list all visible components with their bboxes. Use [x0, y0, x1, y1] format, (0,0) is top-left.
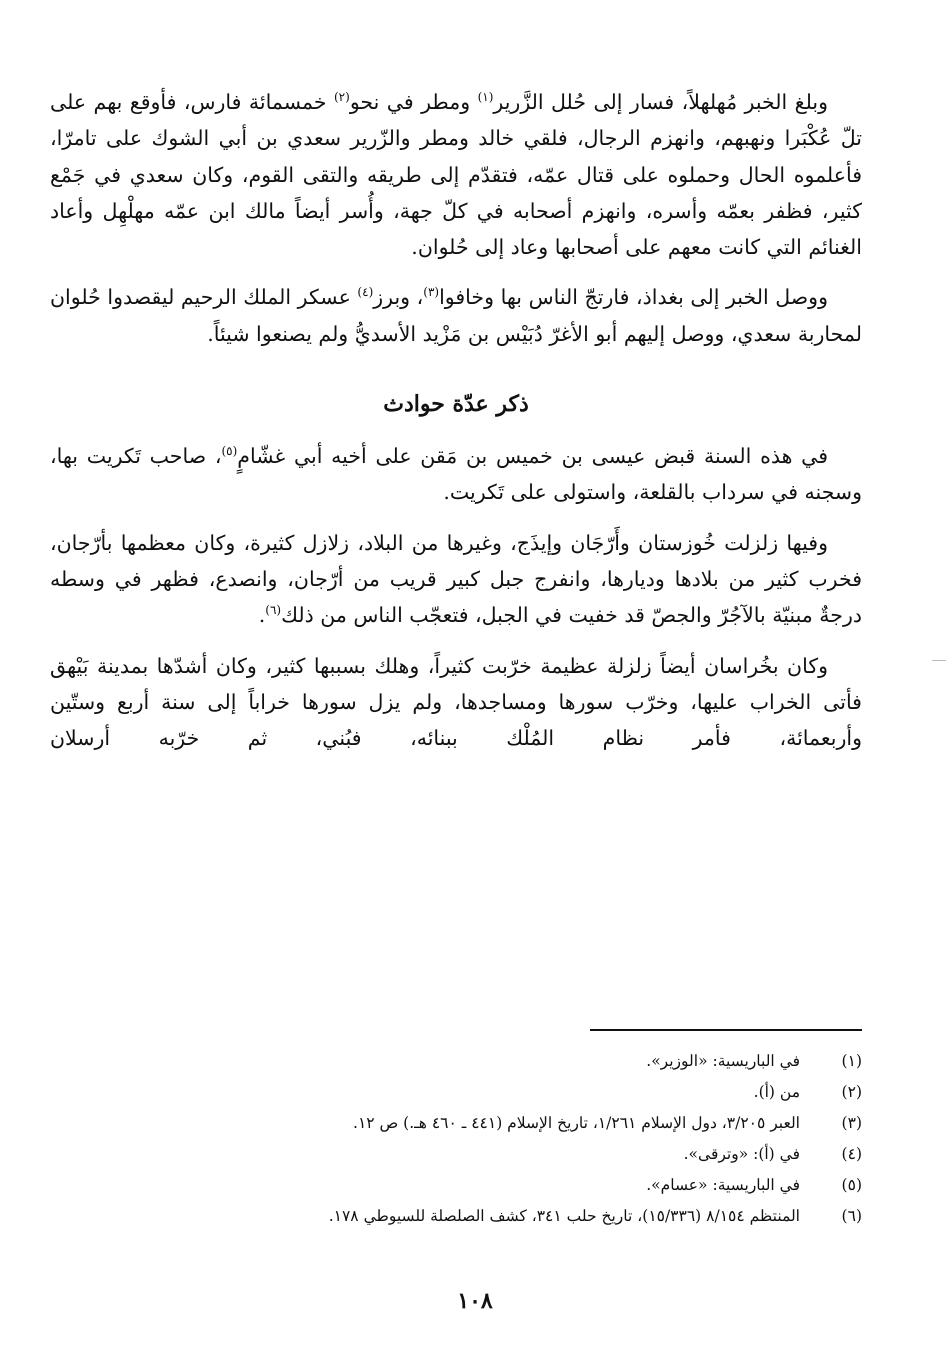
footnote-number: (١)	[841, 1052, 862, 1070]
section-heading: ذكر عدّة حوادث	[383, 391, 529, 418]
paragraph-text: وبلغ الخبر مُهلهلاً، فسار إلى حُلل الزَّرير	[493, 90, 828, 114]
footnote-text: في الباريسية: «عسام».	[646, 1176, 800, 1194]
footnote-text: في (أ): «وترقى».	[683, 1145, 800, 1163]
bottom-paragraphs	[50, 438, 862, 756]
footnote-number: (٦)	[841, 1207, 862, 1225]
paragraph-text: وكان بخُراسان أيضاً زلزلة عظيمة خرّبت كثيراً، وهلك بسببها كثير، وكان أشدّها بمدينة بَيْهق فأتى الخراب عليها، وخرّب سورها ومساجدها، ولم يزل سورها خراباً إلى سنة أربع وستّين وأربعمائة، فأمر نظام المُلْك ببنائه، فبُني، ثم خرّبه أرسلان	[50, 653, 862, 751]
footnote	[60, 1108, 862, 1139]
footnote-reference: (٥)	[221, 444, 238, 459]
paragraph-text: ، صاحب تَكريت بها، وسجنه في سرداب بالقلعة، واستولى على تَكريت.	[50, 444, 862, 505]
paragraph-text: ، وبرز	[373, 285, 424, 310]
footnote-text: العبر ٣/٢٠٥، دول الإسلام ١/٢٦١، تاريخ الإسلام (٤٤١ ـ ٤٦٠ هـ.) ص ١٢.	[353, 1114, 800, 1132]
footnote-number: (٥)	[841, 1176, 862, 1194]
paragraph	[50, 438, 862, 511]
footnote	[60, 1201, 862, 1232]
footnote-separator	[590, 1029, 862, 1031]
paragraph-text: ومطر في نحو	[349, 90, 478, 114]
paragraph	[50, 84, 862, 265]
footnote-number: (٣)	[841, 1114, 862, 1132]
paragraph	[50, 279, 862, 352]
paragraph-text: عسكر الملك الرحيم ليقصدوا حُلوان لمحاربة سعدي، ووصل إليهم أبو الأغرّ دُبَيْس بن مَزْيد الأسديُّ ولم يصنعوا شيئاً.	[50, 285, 862, 346]
paragraph-text: .	[258, 603, 266, 628]
footnote-reference: (١)	[477, 90, 494, 104]
footnote	[60, 1046, 862, 1077]
paragraph-text: ووصل الخبر إلى بغداذ، فارتجّ الناس بها وخافوا	[439, 285, 828, 310]
margin-mark	[932, 660, 946, 661]
page-number: ١٠٨	[457, 1288, 493, 1314]
footnote	[60, 1139, 862, 1170]
footnote-text: من (أ).	[753, 1083, 800, 1101]
footnote-number: (٤)	[841, 1145, 862, 1163]
footnote-reference: (٣)	[423, 285, 440, 300]
paragraph-text: في هذه السنة قبض عيسى بن خميس بن مَقن على أخيه أبي غشّامٍ	[237, 444, 829, 469]
footnote-text: المنتظم ٨/١٥٤ (١٥/٣٣٦)، تاريخ حلب ٣٤١، كشف الصلصلة للسيوطي ١٧٨.	[328, 1207, 800, 1225]
main-text	[50, 84, 862, 756]
paragraph-text: خمسمائة فارس، فأوقع بهم على تلّ عُكْبَرا ونهبهم، وانهزم الرجال، فلقي خالد ومطر والزّرير سعدي بن أبي الشوك على تامرّا، فأعلموه الحال وحملوه على قتال عمّه، فتقدّم إلى طريقه والتقى القوم، وكان سعدي في جَمْع كثير، فظفر بعمّه وأسره، وانهزم أصحابه في كلّ جهة، وأُسر أيضاً مالك ابن عمّه مهلْهِل وأعاد الغنائم التي كانت معهم على أصحابها وعاد إلى حُلوان.	[50, 90, 862, 260]
footnote-reference: (٢)	[333, 90, 350, 104]
footnote-number: (٢)	[841, 1083, 862, 1101]
paragraph	[50, 525, 862, 634]
paragraph	[50, 648, 862, 757]
footnote	[60, 1170, 862, 1201]
paragraph-text: وفيها زلزلت خُوزستان وأَرّجَان وإيذَج، وغيرها من البلاد، زلازل كثيرة، وكان معظمها بأرّجان، فخرب كثير من بلادها وديارها، وانفرج جبل كبير قريب من أرّجان، وانصدع، فظهر في وسطه درجةٌ مبنيّة بالآجُرّ والجصّ قد خفيت في الجبل، فتعجّب الناس من ذلك	[50, 530, 862, 628]
footnote-reference: (٤)	[357, 285, 374, 300]
footnote	[60, 1077, 862, 1108]
footnote-text: في الباريسية: «الوزير».	[646, 1052, 800, 1070]
top-paragraphs	[50, 84, 862, 352]
footnotes	[60, 1046, 862, 1232]
footnote-reference: (٦)	[265, 603, 282, 618]
